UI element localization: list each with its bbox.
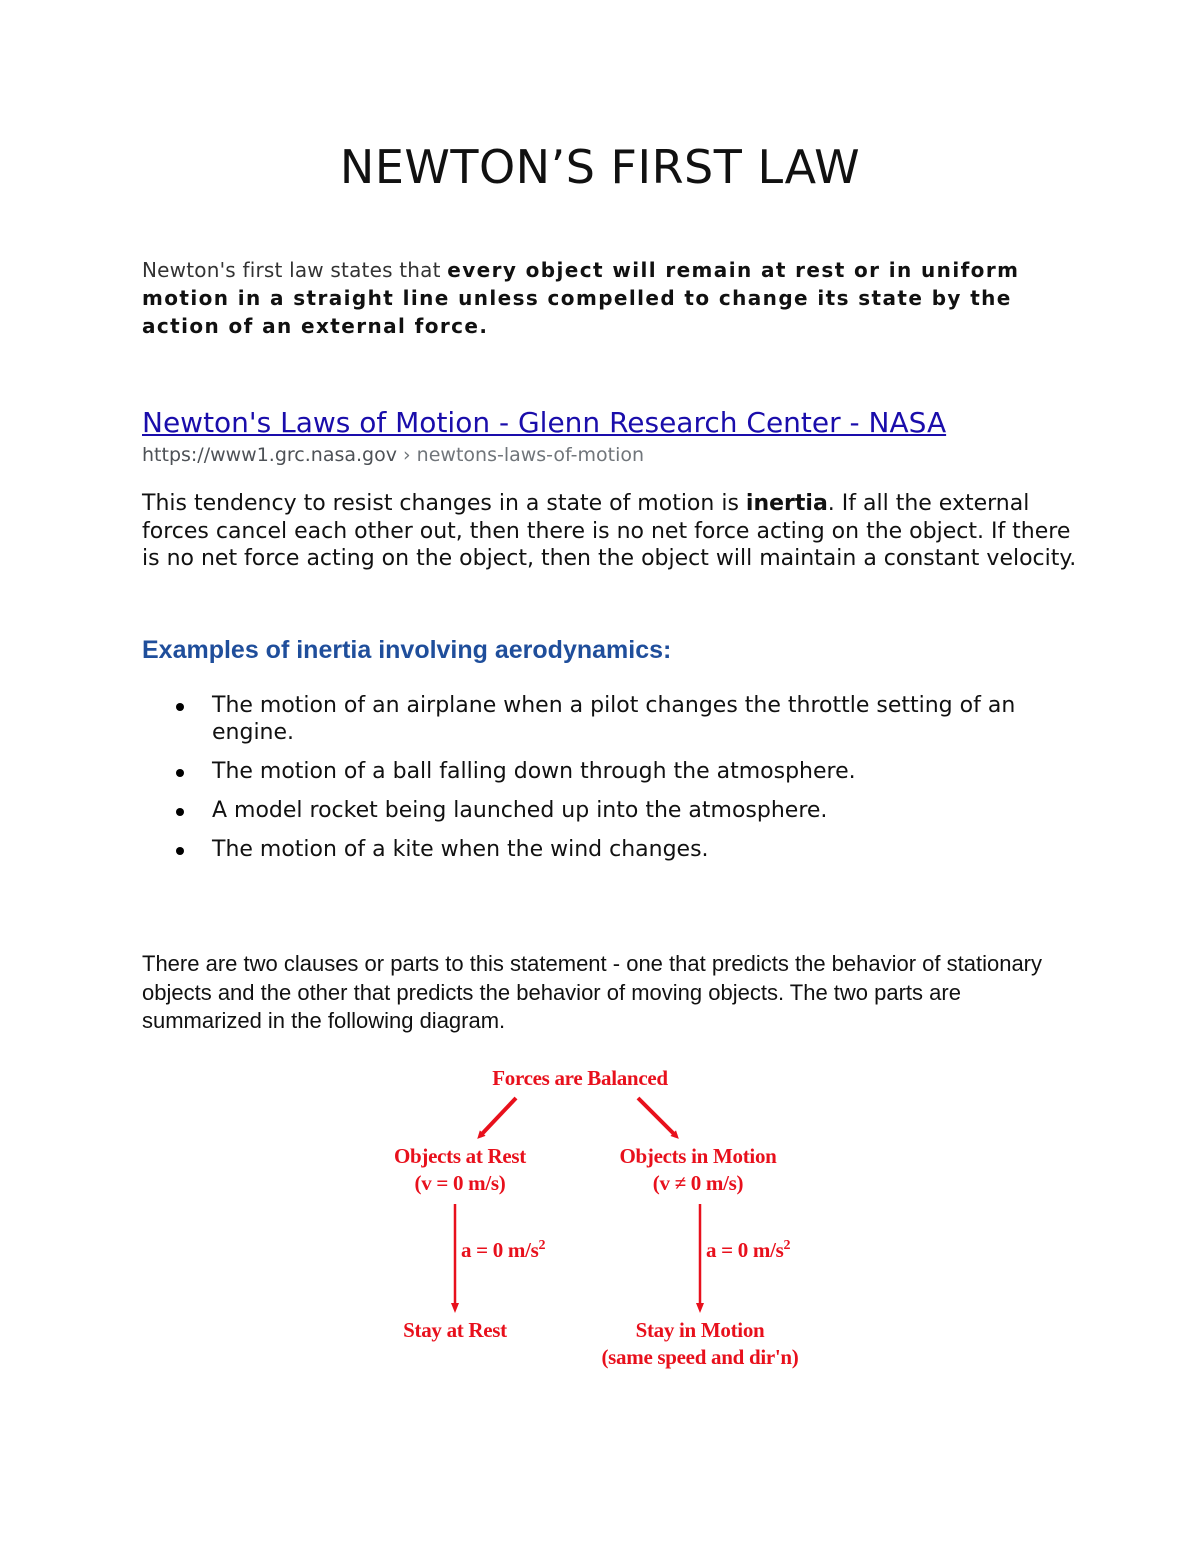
list-item	[142, 692, 1062, 746]
list-item-text: The motion of a ball falling down through the atmosphere.	[212, 759, 856, 784]
bullet-icon	[176, 769, 184, 777]
arrow-to-rest	[480, 1098, 516, 1136]
inertia-text-after: . If all the external forces cancel each other out, then there is no net force acting on the object. If there is no net force acting on the object, then the object will maintain a constant velocity.	[142, 491, 1077, 571]
intro-bold-statement: every object will remain at rest or in uniform motion in a straight line unless compelled to change its state by the action of an external force.	[142, 258, 1020, 338]
motion-acceleration-value: a = 0 m/s	[706, 1238, 784, 1262]
arrow-to-motion	[638, 1098, 676, 1136]
list-item	[142, 758, 1062, 785]
motion-acceleration-label	[706, 1238, 790, 1263]
newton-first-law-diagram	[380, 1060, 840, 1380]
examples-heading: Examples of inertia involving aerodynamics:	[142, 636, 672, 664]
nasa-source-link[interactable]: Newton's Laws of Motion - Glenn Research Center - NASA	[142, 406, 947, 439]
source-url[interactable]	[142, 444, 644, 466]
stay-in-motion-detail: (same speed and dir'n)	[601, 1345, 799, 1369]
inertia-paragraph	[142, 490, 1077, 573]
rest-acceleration-value: a = 0 m/s	[461, 1238, 539, 1262]
examples-list	[142, 692, 1062, 875]
inertia-term: inertia	[745, 491, 828, 516]
intro-lead: Newton's first law states that	[142, 258, 448, 282]
objects-at-rest-label: Objects at Rest	[394, 1144, 526, 1168]
list-item-text: The motion of a kite when the wind changes.	[212, 837, 709, 862]
bullet-icon	[176, 703, 184, 711]
clauses-paragraph: There are two clauses or parts to this statement - one that predicts the behavior of stationary objects and the other that predicts the behavior of moving objects. The two parts are summarized in the following diagram.	[142, 951, 1043, 1033]
bullet-icon	[176, 847, 184, 855]
inertia-text-before: This tendency to resist changes in a state of motion is	[142, 491, 746, 516]
stay-in-motion-label: Stay in Motion	[635, 1318, 765, 1342]
list-item-text: The motion of an airplane when a pilot changes the throttle setting of an engine.	[212, 693, 1016, 745]
bullet-icon	[176, 808, 184, 816]
list-item	[142, 836, 1062, 863]
list-item	[142, 797, 1062, 824]
source-url-path: › newtons-laws-of-motion	[397, 444, 645, 466]
objects-in-motion-label: Objects in Motion	[619, 1144, 777, 1168]
page-title: NEWTON’S FIRST LAW	[339, 140, 861, 194]
forces-balanced-label: Forces are Balanced	[492, 1066, 668, 1090]
list-item-text: A model rocket being launched up into the atmosphere.	[212, 798, 828, 823]
motion-acceleration-exponent: 2	[783, 1238, 791, 1253]
rest-acceleration-label	[461, 1238, 545, 1263]
stay-at-rest-label: Stay at Rest	[403, 1318, 507, 1342]
intro-paragraph	[142, 256, 1072, 340]
rest-velocity-condition: (v = 0 m/s)	[414, 1171, 506, 1195]
source-url-domain: https://www1.grc.nasa.gov	[142, 444, 397, 466]
rest-acceleration-exponent: 2	[538, 1238, 546, 1253]
motion-velocity-condition: (v ≠ 0 m/s)	[652, 1171, 744, 1195]
